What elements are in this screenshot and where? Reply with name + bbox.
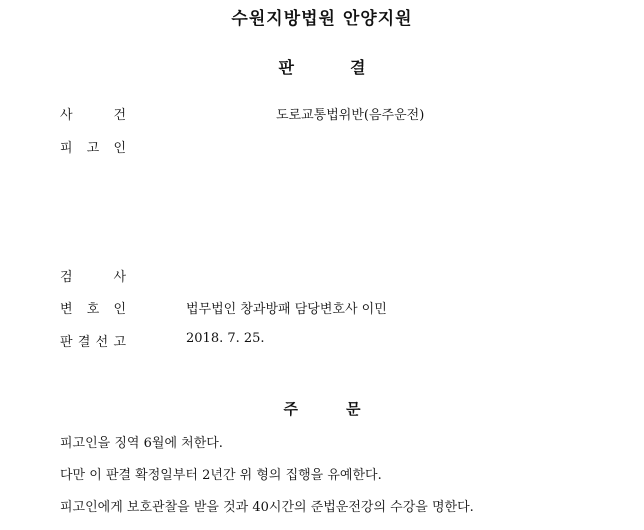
counsel-value: 법무법인 창과방패 담당변호사 이민 — [186, 302, 387, 317]
defendant-label: 피 고 인 — [60, 141, 126, 156]
order-line-1: 피고인을 징역 6월에 처한다. — [60, 436, 223, 451]
case-label: 사 건 — [60, 108, 126, 123]
order-line-2: 다만 이 판결 확정일부터 2년간 위 형의 집행을 유예한다. — [60, 468, 382, 483]
order-line-3: 피고인에게 보호관찰을 받을 것과 40시간의 준법운전강의 수강을 명한다. — [60, 500, 474, 515]
document-title-char-2: 결 — [350, 58, 366, 77]
case-value: 도로교통법위반(음주운전) — [276, 108, 425, 123]
sentencing-label: 판 결 선 고 — [60, 335, 126, 350]
document-title-char-1: 판 — [278, 58, 294, 77]
order-title-char-2: 문 — [346, 400, 361, 418]
court-name: 수원지방법원 안양지원 — [231, 9, 413, 29]
sentencing-date: 2018. 7. 25. — [186, 331, 265, 346]
order-title-char-1: 주 — [283, 400, 298, 418]
order-section-title — [0, 398, 644, 419]
prosecutor-label: 검 사 — [60, 270, 126, 285]
counsel-label: 변 호 인 — [60, 302, 126, 317]
document-title — [0, 55, 644, 78]
